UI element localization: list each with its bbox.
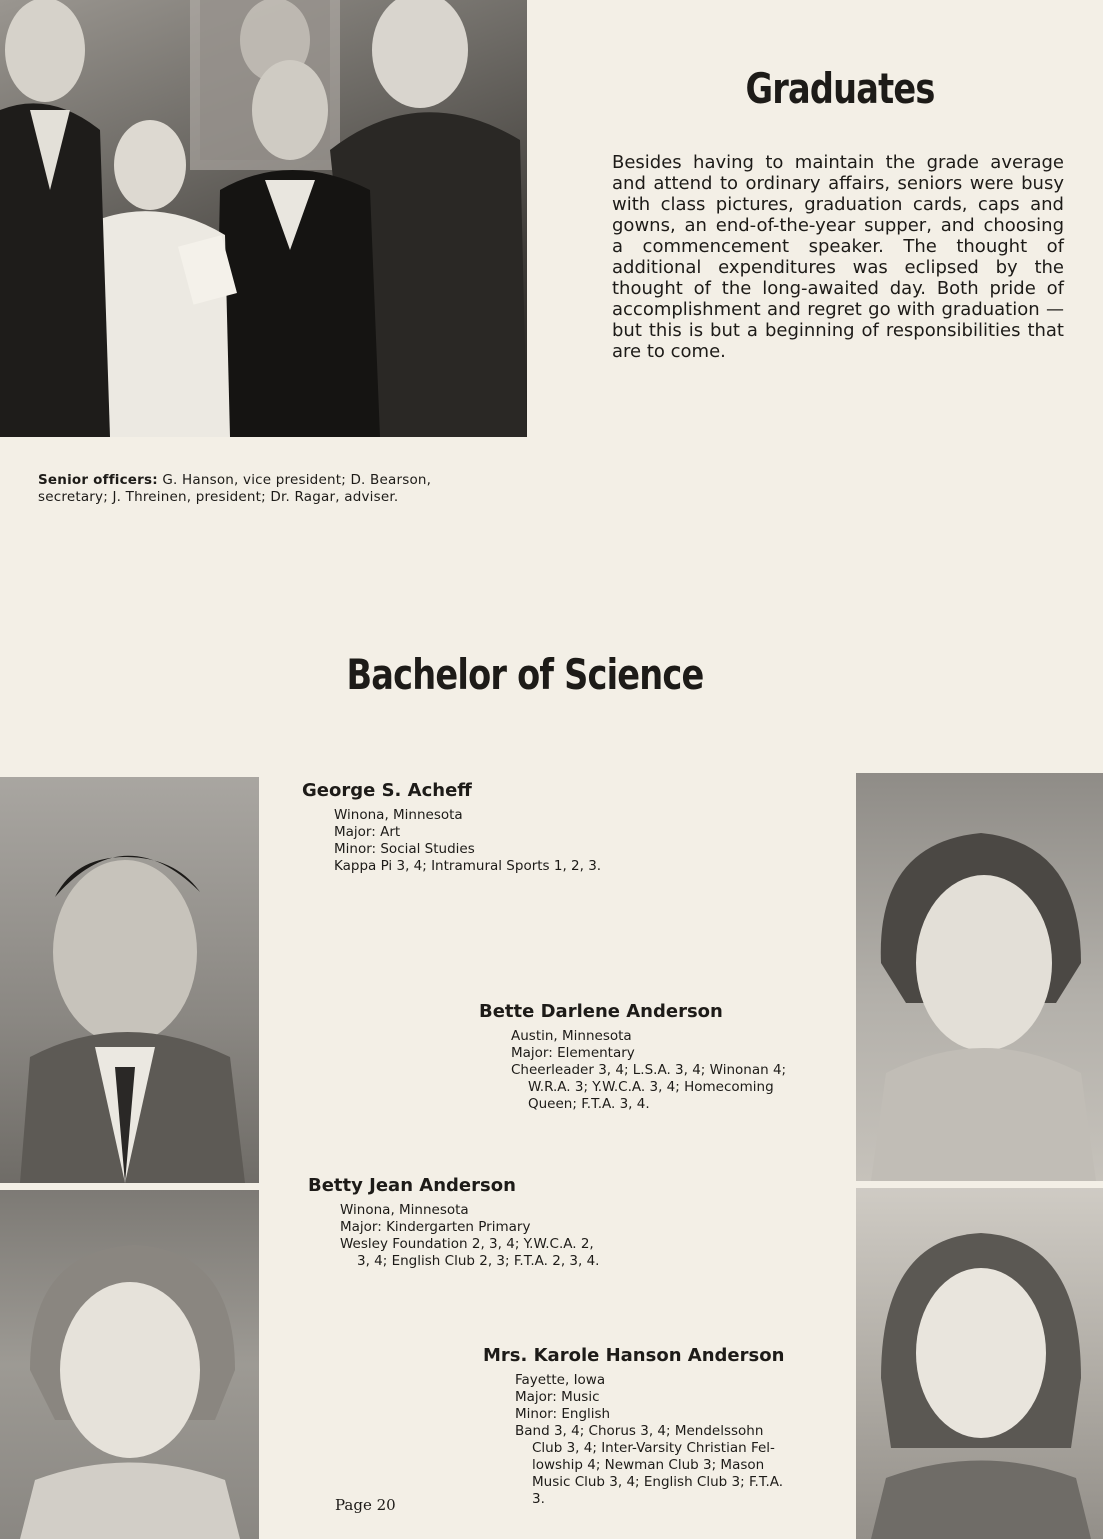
graduate-hometown: Austin, Minnesota [511,1028,632,1044]
portrait-karole-hanson-anderson [856,1188,1103,1539]
graduate-activities: 3, 4; English Club 2, 3; F.T.A. 2, 3, 4. [357,1253,600,1269]
intro-paragraph: Besides having to maintain the grade average and attend to ordinary affairs, seniors were busy with class pictures, graduation cards, caps and gowns, an end-of-the-year supper, and choosing a commencement speaker. The thought of additional expenditures was eclipsed by the thought of the long-awaited day. Both pride of accomplishment and regret go with graduation —but this is but a beginning of responsibilities that are to come. [612,152,1064,362]
graduate-minor: Minor: Social Studies [334,841,475,857]
graduate-name: George S. Acheff [302,780,472,801]
section-title: Bachelor of Science [346,650,704,699]
graduate-entry [483,1345,785,1508]
graduate-name: Mrs. Karole Hanson Anderson [483,1345,785,1366]
graduate-name: Bette Darlene Anderson [479,1001,723,1022]
portrait-bette-darlene-anderson [856,773,1103,1181]
photo-caption [38,472,503,506]
graduate-activities: W.R.A. 3; Y.W.C.A. 3, 4; Homecoming [528,1079,774,1095]
page-title: Graduates [745,64,935,113]
caption-lead: Senior officers: [38,472,158,488]
graduate-hometown: Winona, Minnesota [340,1202,469,1218]
graduate-activities: Cheerleader 3, 4; L.S.A. 3, 4; Winonan 4; [511,1062,787,1078]
portrait-acheff [0,777,259,1183]
graduate-activities: Band 3, 4; Chorus 3, 4; Mendelssohn [515,1423,764,1439]
graduate-activities: Music Club 3, 4; English Club 3; F.T.A. [532,1474,784,1490]
graduate-activities: 3. [532,1491,545,1507]
graduate-activities: Queen; F.T.A. 3, 4. [528,1096,650,1112]
portrait-betty-jean-anderson [0,1190,259,1539]
page-number: Page 20 [335,1496,396,1514]
graduate-entry [308,1175,600,1270]
graduate-major: Major: Music [515,1389,600,1405]
caption-text: G. Hanson, vice president; D. Bearson, secretary; J. Threinen, president; Dr. Ragar, adviser. [38,472,432,505]
graduate-entry [302,780,602,875]
graduate-major: Major: Kindergarten Primary [340,1219,531,1235]
graduate-activities: lowship 4; Newman Club 3; Mason [532,1457,765,1473]
graduate-name: Betty Jean Anderson [308,1175,516,1196]
graduate-activities: Club 3, 4; Inter-Varsity Christian Fel- [532,1440,775,1456]
graduate-hometown: Winona, Minnesota [334,807,463,823]
graduate-hometown: Fayette, Iowa [515,1372,606,1388]
graduate-activities: Kappa Pi 3, 4; Intramural Sports 1, 2, 3. [334,858,602,874]
senior-officers-photo [0,0,527,437]
graduate-major: Major: Elementary [511,1045,635,1061]
graduate-activities: Wesley Foundation 2, 3, 4; Y.W.C.A. 2, [340,1236,594,1252]
graduate-major: Major: Art [334,824,401,840]
graduate-entry [479,1001,787,1113]
graduate-minor: Minor: English [515,1406,611,1422]
